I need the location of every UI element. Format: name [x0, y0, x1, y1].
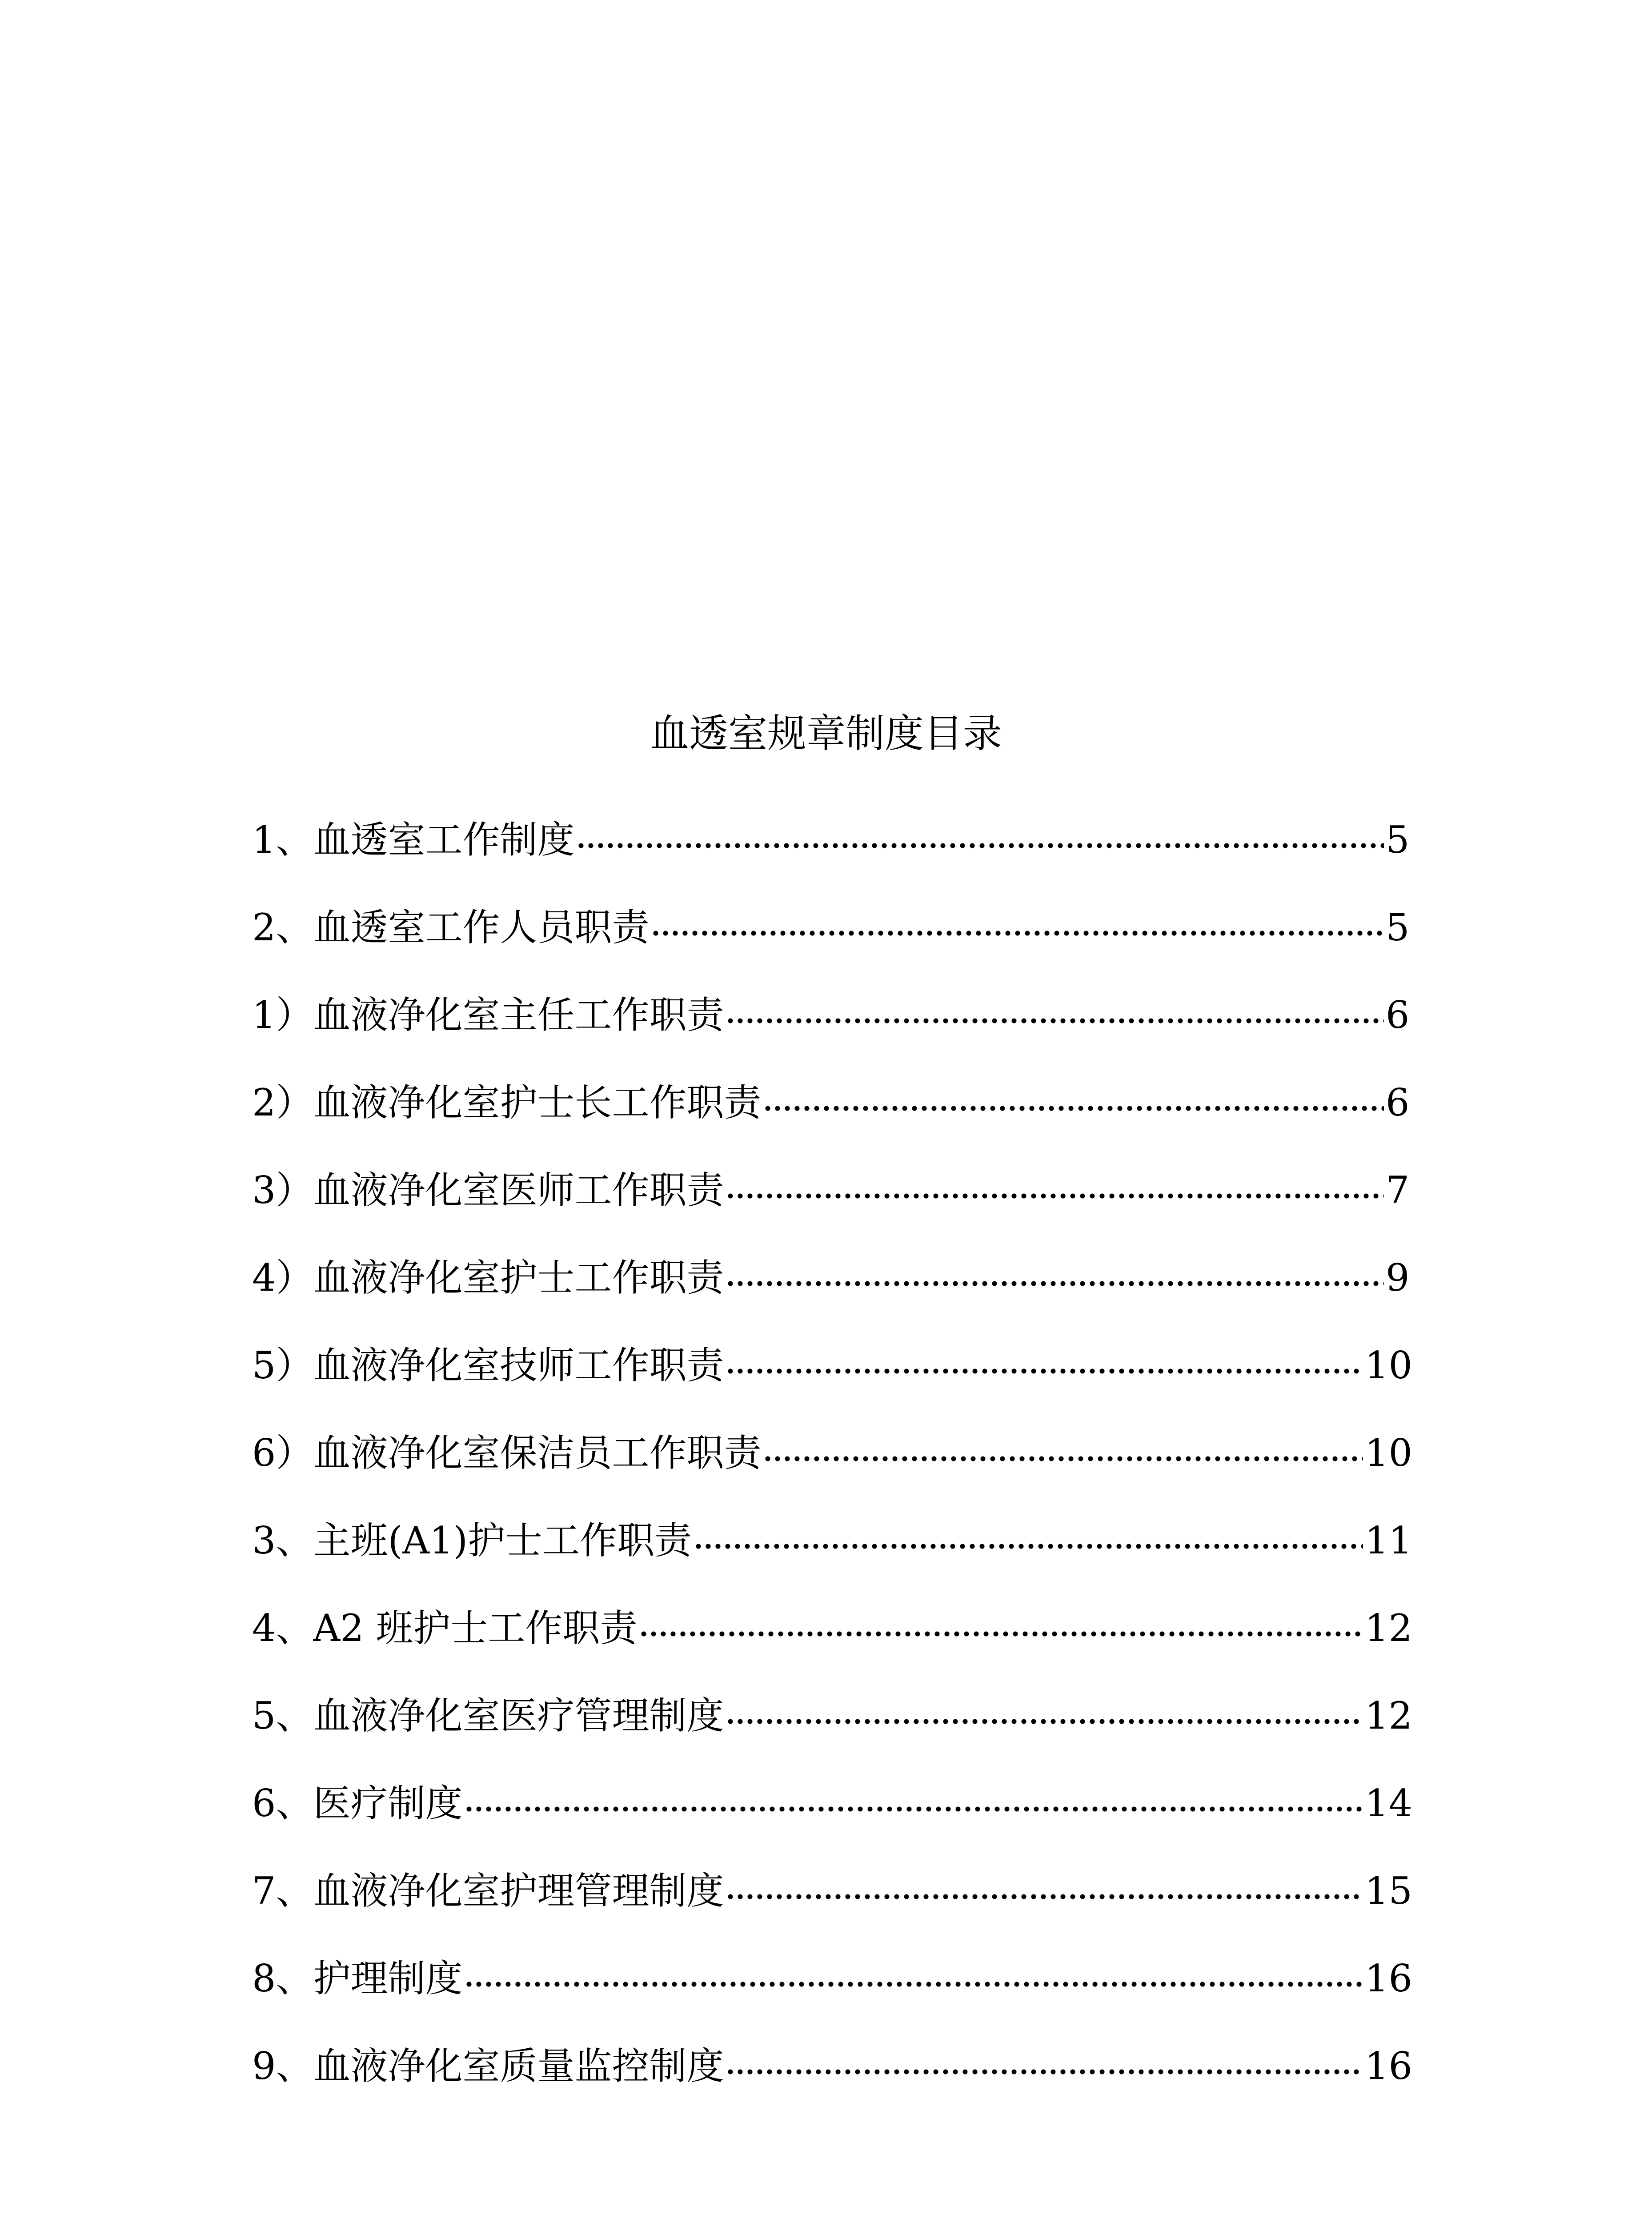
dot-leader	[726, 1251, 1384, 1304]
toc-entry[interactable]	[252, 1409, 1412, 1497]
toc-entry-page-number: 12	[1365, 1606, 1412, 1650]
toc-entry[interactable]	[252, 796, 1412, 883]
dot-leader	[763, 1076, 1384, 1129]
toc-entry[interactable]	[252, 971, 1412, 1059]
toc-entry-page-number: 16	[1365, 1956, 1412, 2000]
toc-entry-page-number: 14	[1365, 1781, 1412, 1825]
toc-entry-page-number: 16	[1365, 2044, 1412, 2088]
dot-leader	[726, 1339, 1363, 1392]
toc-entry-label: 6）血液净化室保洁员工作职责	[252, 1431, 762, 1475]
toc-entry-page-number: 12	[1365, 1693, 1412, 1737]
toc-entry-page-number: 7	[1386, 1168, 1410, 1212]
toc-entry-label: 4、A2 班护士工作职责	[252, 1606, 638, 1650]
toc-entry-page-number: 5	[1386, 905, 1410, 949]
toc-entry[interactable]	[252, 1934, 1412, 2022]
toc-entry-label: 2）血液净化室护士长工作职责	[252, 1080, 762, 1124]
dot-leader	[726, 1689, 1363, 1742]
toc-entry[interactable]	[252, 1059, 1412, 1146]
document-title: 血透室规章制度目录	[650, 710, 1002, 756]
toc-entry-page-number: 10	[1365, 1431, 1412, 1475]
toc-entry-label: 2、血透室工作人员职责	[252, 905, 650, 949]
toc-entry[interactable]	[252, 883, 1412, 971]
toc-entry[interactable]	[252, 1234, 1412, 1321]
toc-entry-label: 8、护理制度	[252, 1956, 463, 2000]
toc-entry-label: 3、主班(A1)护士工作职责	[252, 1518, 692, 1562]
dot-leader	[694, 1514, 1363, 1567]
toc-entry-label: 7、血液净化室护理管理制度	[252, 1869, 724, 1913]
toc-entry-page-number: 6	[1386, 1080, 1410, 1124]
toc-entry[interactable]	[252, 1584, 1412, 1672]
toc-entry-page-number: 10	[1365, 1343, 1412, 1387]
dot-leader	[639, 1601, 1363, 1655]
toc-entry-page-number: 15	[1365, 1869, 1412, 1913]
dot-leader	[464, 1952, 1363, 2005]
toc-entry-label: 1）血液净化室主任工作职责	[252, 993, 724, 1037]
toc-entry[interactable]	[252, 1847, 1412, 1934]
dot-leader	[726, 1864, 1363, 1918]
toc-entry-label: 9、血液净化室质量监控制度	[252, 2044, 724, 2088]
toc-entry-label: 6、医疗制度	[252, 1781, 463, 1825]
dot-leader	[726, 2039, 1363, 2093]
dot-leader	[651, 901, 1384, 954]
dot-leader	[726, 1164, 1384, 1217]
dot-leader	[464, 1777, 1363, 1830]
toc-entry-page-number: 9	[1386, 1256, 1410, 1300]
toc-entry[interactable]	[252, 1321, 1412, 1409]
dot-leader	[726, 988, 1384, 1042]
toc-entry[interactable]	[252, 1672, 1412, 1759]
toc-entry-page-number: 6	[1386, 993, 1410, 1037]
toc-entry-label: 4）血液净化室护士工作职责	[252, 1256, 724, 1300]
toc-entry[interactable]	[252, 1146, 1412, 1234]
toc-entry-page-number: 11	[1365, 1518, 1412, 1562]
toc-entry[interactable]	[252, 1759, 1412, 1847]
dot-leader	[576, 813, 1384, 867]
toc-entry-label: 5）血液净化室技师工作职责	[252, 1343, 724, 1387]
dot-leader	[763, 1426, 1363, 1480]
toc-entry-page-number: 5	[1386, 818, 1410, 862]
toc-entry-label: 1、血透室工作制度	[252, 818, 575, 862]
toc-entry[interactable]	[252, 1497, 1412, 1584]
table-of-contents	[252, 796, 1412, 2110]
toc-entry[interactable]	[252, 2022, 1412, 2110]
toc-entry-label: 3）血液净化室医师工作职责	[252, 1168, 724, 1212]
toc-entry-label: 5、血液净化室医疗管理制度	[252, 1693, 724, 1737]
